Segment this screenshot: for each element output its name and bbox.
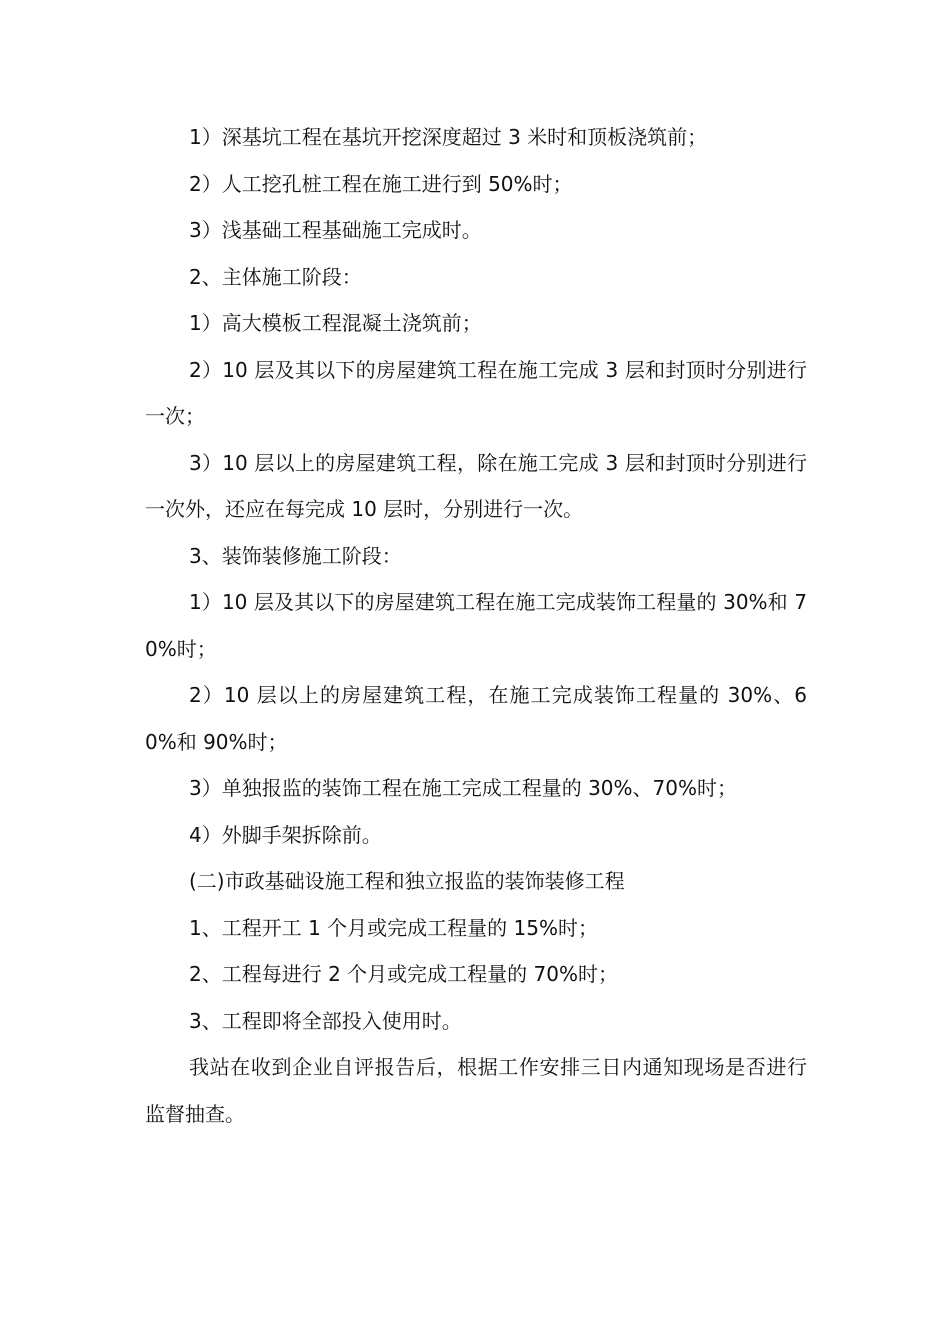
paragraph-station-notice: 我站在收到企业自评报告后，根据工作安排三日内通知现场是否进行监督抽查。 [145, 1055, 807, 1126]
paragraph-high-formwork: 1）高大模板工程混凝土浇筑前； [189, 311, 482, 335]
paragraph-every-2-months: 2、工程每进行 2 个月或完成工程量的 70%时； [189, 962, 618, 986]
paragraph-above-10-floors: 3）10 层以上的房屋建筑工程，除在施工完成 3 层和封顶时分别进行一次外，还应在每完成 10 层时，分别进行一次。 [145, 450, 807, 521]
paragraph-scaffold-removal: 4）外脚手架拆除前。 [189, 822, 382, 847]
paragraph-10-floors-and-below: 2）10 层及其以下的房屋建筑工程在施工完成 3 层和封顶时分别进行一次； [145, 357, 807, 428]
paragraph-decoration-10-floors-and-below: 1）10 层及其以下的房屋建筑工程在施工完成装饰工程量的 30%和 70%时； [145, 590, 807, 661]
section-heading-main-construction: 2、主体施工阶段： [189, 264, 362, 289]
section-heading-decoration: 3、装饰装修施工阶段： [189, 543, 402, 568]
paragraph-manual-dug-pile: 2）人工挖孔桩工程在施工进行到 50%时； [189, 171, 573, 196]
paragraph-decoration-above-10-floors: 2）10 层以上的房屋建筑工程，在施工完成装饰工程量的 30%、60%和 90%时； [145, 683, 807, 754]
paragraph-deep-foundation-pit: 1）深基坑工程在基坑开挖深度超过 3 米时和顶板浇筑前； [189, 125, 708, 149]
section-heading-municipal: (二)市政基础设施工程和独立报监的装饰装修工程 [189, 869, 625, 893]
paragraph-put-into-use: 3、工程即将全部投入使用时。 [189, 1008, 462, 1033]
paragraph-separate-decoration: 3）单独报监的装饰工程在施工完成工程量的 30%、70%时； [189, 776, 737, 800]
paragraph-shallow-foundation: 3）浅基础工程基础施工完成时。 [189, 218, 482, 242]
paragraph-project-start: 1、工程开工 1 个月或完成工程量的 15%时； [189, 915, 598, 940]
document-body [145, 114, 807, 1137]
